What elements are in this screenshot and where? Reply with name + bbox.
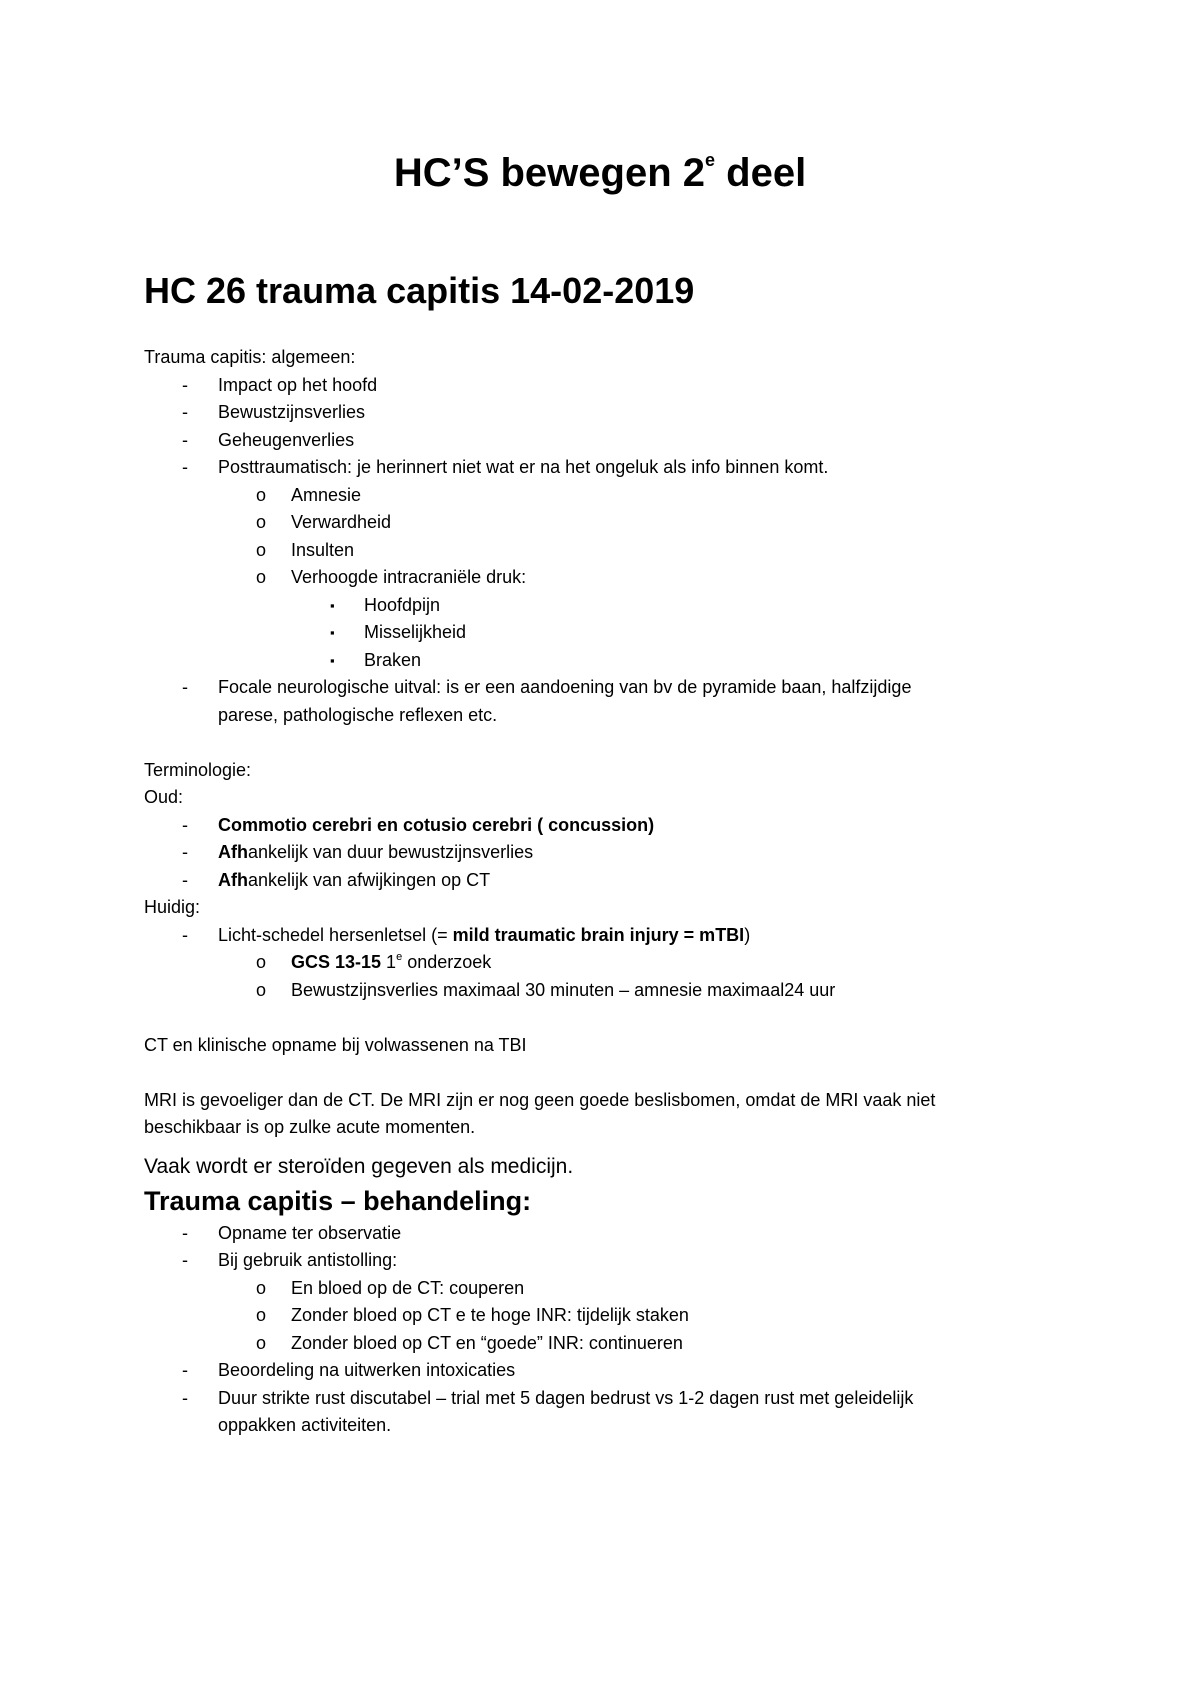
dash-bullet: - <box>182 842 188 862</box>
sub-list-item <box>144 949 1044 977</box>
list-item-text: ankelijk van duur bewustzijnsverlies <box>248 842 534 862</box>
list-item-text: ) <box>744 924 751 945</box>
sub-list-item <box>144 509 1044 537</box>
list-item <box>144 839 1044 867</box>
treatment-heading: Trauma capitis – behandeling: <box>144 1185 532 1216</box>
terminology-label: Terminologie: <box>144 759 252 780</box>
lecture-heading: HC 26 trauma capitis 14-02-2019 <box>144 270 695 311</box>
sub-list-item <box>144 537 1044 565</box>
list-item-text: Bewustzijnsverlies <box>218 402 366 422</box>
list-item-text: Geheugenverlies <box>218 429 355 450</box>
steroid-line: Vaak wordt er steroïden gegeven als medicijn. <box>144 1154 574 1178</box>
list-item <box>144 427 1044 455</box>
mri-line-1: MRI is gevoeliger dan de CT. De MRI zijn er nog geen goede beslisbomen, omdat de MRI vaak niet <box>144 1089 936 1110</box>
list-item <box>144 454 1044 482</box>
sub-list-item-text: onderzoek <box>402 952 492 972</box>
sub-list-item-text: Zonder bloed op CT en “goede” INR: continueren <box>291 1332 683 1353</box>
sub-list-item-text: Bewustzijnsverlies maximaal 30 minuten – amnesie maximaal24 uur <box>291 979 836 1000</box>
dash-bullet: - <box>182 374 188 395</box>
list-item-text: Duur strikte rust discutabel – trial met 5 dagen bedrust vs 1-2 dagen rust met geleidelijk <box>218 1387 914 1408</box>
sub-list-item-bold: GCS 13-15 <box>291 952 382 972</box>
dash-bullet: - <box>182 869 188 890</box>
list-item-text: Beoordeling na uitwerken intoxicaties <box>218 1360 516 1380</box>
dash-bullet: - <box>182 402 188 422</box>
dash-bullet: - <box>182 1387 188 1408</box>
square-bullet: ▪ <box>330 625 335 640</box>
list-item-text: Impact op het hoofd <box>218 374 378 395</box>
list-item-text: Posttraumatisch: je herinnert niet wat er na het ongeluk als info binnen komt. <box>218 457 829 477</box>
ordinal-sup: e <box>396 951 403 963</box>
sub-sub-list-item-text: Misselijkheid <box>364 622 467 642</box>
list-item <box>144 399 1044 427</box>
dash-bullet: - <box>182 1222 188 1243</box>
sub-sub-list-item <box>144 619 1044 647</box>
list-item-bold: mild traumatic brain injury = mTBI <box>452 924 745 945</box>
list-item-bold: Commotio <box>218 814 307 835</box>
sub-list-item <box>144 564 1044 592</box>
dash-bullet: - <box>182 1360 188 1380</box>
current-label: Huidig: <box>144 897 201 917</box>
list-item <box>144 1357 1044 1385</box>
spacer <box>144 729 1044 757</box>
circle-bullet: o <box>256 512 267 532</box>
dash-bullet: - <box>182 677 188 697</box>
list-item-text: Bij gebruik antistolling: <box>218 1250 398 1270</box>
sub-list-item-text: Amnesie <box>291 484 362 505</box>
list-item-text: ankelijk van afwijkingen op CT <box>248 869 491 890</box>
sub-list-item-text: 1 <box>381 952 397 972</box>
sub-list-item <box>144 1302 1044 1330</box>
document-title <box>0 148 1200 198</box>
square-bullet: ▪ <box>330 597 335 613</box>
sub-list-item <box>144 977 1044 1005</box>
spacer <box>144 1004 1044 1032</box>
list-item <box>144 1220 1044 1248</box>
old-label: Oud: <box>144 787 184 807</box>
list-item-continuation: oppakken activiteiten. <box>218 1415 392 1435</box>
dash-bullet: - <box>182 457 188 477</box>
circle-bullet: o <box>256 539 267 560</box>
section-intro: Trauma capitis: algemeen: <box>144 347 356 367</box>
document-title-tail: deel <box>715 151 807 195</box>
circle-bullet: o <box>256 484 267 505</box>
list-item <box>144 922 1044 950</box>
dash-bullet: - <box>182 924 188 945</box>
sub-list-item-text: Verwardheid <box>291 512 392 532</box>
sub-list-item-text: Zonder bloed op CT e te hoge INR: tijdelijk staken <box>291 1305 689 1325</box>
sub-sub-list-item-text: Hoofdpijn <box>364 594 441 615</box>
list-item-bold: Afh <box>218 842 248 862</box>
sub-sub-list-item-text: Braken <box>364 649 422 670</box>
sub-list-item-text: Verhoogde intracraniële druk: <box>291 567 527 587</box>
list-item <box>144 867 1044 895</box>
list-item <box>144 812 1044 840</box>
sub-sub-list-item <box>144 647 1044 675</box>
list-item-bold-rest: cerebri en cotusio cerebri ( concussion) <box>307 814 655 835</box>
circle-bullet: o <box>256 567 267 587</box>
sub-sub-list-item <box>144 592 1044 620</box>
list-item <box>144 674 1044 702</box>
sub-list-item-text: Insulten <box>291 539 355 560</box>
circle-bullet: o <box>256 1332 267 1353</box>
square-bullet: ▪ <box>330 652 335 668</box>
sub-list-item <box>144 1275 1044 1303</box>
spacer <box>144 1059 1044 1087</box>
dash-bullet: - <box>182 429 188 450</box>
document-title-sup: e <box>705 150 716 170</box>
mri-line-2: beschikbaar is op zulke acute momenten. <box>144 1117 476 1137</box>
list-item-bold: Afh <box>218 869 248 890</box>
sub-list-item <box>144 482 1044 510</box>
list-item <box>144 372 1044 400</box>
list-item-text: Licht-schedel hersenletsel (= <box>218 924 453 945</box>
circle-bullet: o <box>256 1305 267 1325</box>
ct-line: CT en klinische opname bij volwassenen na TBI <box>144 1034 527 1055</box>
document-title-main: HC’S bewegen 2 <box>393 151 706 195</box>
list-item-continuation: parese, pathologische reflexen etc. <box>218 704 498 725</box>
sub-list-item-text: En bloed op de CT: couperen <box>291 1277 525 1298</box>
dash-bullet: - <box>182 814 188 835</box>
list-item-text: Focale neurologische uitval: is er een aandoening van bv de pyramide baan, halfzijdige <box>218 677 912 697</box>
list-item <box>144 1247 1044 1275</box>
dash-bullet: - <box>182 1250 188 1270</box>
list-item <box>144 1385 1044 1413</box>
circle-bullet: o <box>256 952 267 972</box>
sub-list-item <box>144 1330 1044 1358</box>
circle-bullet: o <box>256 979 267 1000</box>
circle-bullet: o <box>256 1277 267 1298</box>
document-body <box>144 344 1044 1440</box>
list-item-text: Opname ter observatie <box>218 1222 402 1243</box>
